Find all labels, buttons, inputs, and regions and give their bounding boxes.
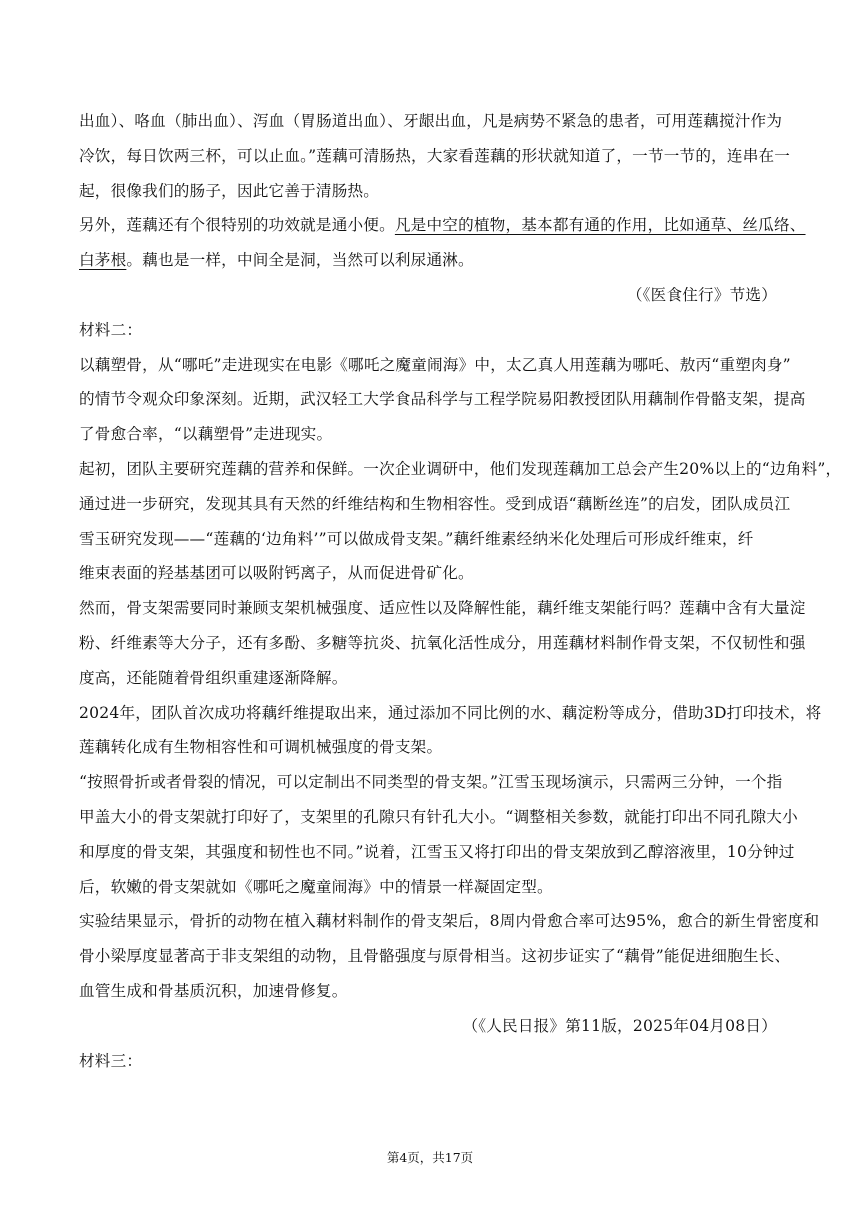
text-line: 粉、纤维素等大分子，还有多酚、多糖等抗炎、抗氧化活性成分，用莲藕材料制作骨支架，不仅韧性和强 bbox=[79, 633, 806, 652]
text-line: 度高，还能随着骨组织重建逐渐降解。 bbox=[79, 668, 348, 687]
text-line: 后，软嫩的骨支架就如《哪吒之魔童闹海》中的情景一样凝固定型。 bbox=[79, 877, 553, 896]
page-footer: 第4页，共17页 bbox=[386, 1150, 474, 1165]
section-heading: 材料二： bbox=[79, 320, 143, 339]
text-line: 以藕塑骨，从“哪吒”走进现实在电影《哪吒之魔童闹海》中，太乙真人用莲藕为哪吒、敖丙“重塑肉身” bbox=[79, 355, 791, 374]
text-line: 血管生成和骨基质沉积，加速骨修复。 bbox=[79, 981, 348, 1000]
text-line: 实验结果显示，骨折的动物在植入藕材料制作的骨支架后，8周内骨愈合率可达95%，愈合的新生骨密度和 bbox=[79, 912, 820, 931]
text-line: 起初，团队主要研究莲藕的营养和保鲜。一次企业调研中，他们发现莲藕加工总会产生20%以上的“边角料”， bbox=[79, 459, 842, 478]
text-line: 了骨愈合率，“以藕塑骨”走进现实。 bbox=[79, 425, 333, 444]
section-heading: 材料三： bbox=[79, 1051, 143, 1070]
article-body bbox=[79, 104, 842, 1078]
source-citation: （《医食住行》节选） bbox=[626, 285, 777, 304]
source-citation: （《人民日报》第11版，2025年04月08日） bbox=[462, 1016, 777, 1035]
text-line: 冷饮，每日饮两三杯，可以止血。”莲藕可清肠热，大家看莲藕的形状就知道了，一节一节的，连串在一 bbox=[79, 146, 791, 165]
text-line: 然而，骨支架需要同时兼顾支架机械强度、适应性以及降解性能，藕纤维支架能行吗？莲藕中含有大量淀 bbox=[79, 599, 806, 618]
text-line: “按照骨折或者骨裂的情况，可以定制出不同类型的骨支架。”江雪玉现场演示，只需两三分钟，一个指 bbox=[79, 773, 783, 792]
text-line: 出血）、咯血（肺出血）、泻血（胃肠道出血）、牙龈出血，凡是病势不紧急的患者，可用莲藕搅汁作为 bbox=[79, 112, 783, 130]
underlined-text: 白茅根 bbox=[79, 251, 127, 270]
underlined-text: 凡是中空的植物，基本都有通的作用，比如通草、丝瓜络、 bbox=[394, 216, 806, 235]
text-line: 和厚度的骨支架，其强度和韧性也不同。”说着，江雪玉又将打印出的骨支架放到乙醇溶液里，10分钟过 bbox=[79, 842, 795, 861]
text-line: 另外，莲藕还有个很特别的功效就是通小便。凡是中空的植物，基本都有通的作用，比如通草、丝瓜络、 bbox=[79, 216, 806, 235]
text-line: 的情节令观众印象深刻。近期，武汉轻工大学食品科学与工程学院易阳教授团队用藕制作骨骼支架，提高 bbox=[79, 390, 806, 409]
text-line: 维束表面的羟基基团可以吸附钙离子，从而促进骨矿化。 bbox=[79, 564, 474, 583]
text-line: 莲藕转化成有生物相容性和可调机械强度的骨支架。 bbox=[79, 738, 443, 757]
text-line: 2024年，团队首次成功将藕纤维提取出来，通过添加不同比例的水、藕淀粉等成分，借助3D打印技术，将 bbox=[79, 703, 822, 722]
text-line: 骨小梁厚度显著高于非支架组的动物，且骨骼强度与原骨相当。这初步证实了“藕骨”能促进细胞生长、 bbox=[79, 947, 791, 966]
text-line: 雪玉研究发现——“莲藕的‘边角料’”可以做成骨支架。”藕纤维素经纳米化处理后可形成纤维束，纤 bbox=[79, 529, 754, 548]
text-line: 通过进一步研究，发现其具有天然的纤维结构和生物相容性。受到成语“藕断丝连”的启发，团队成员江 bbox=[79, 494, 791, 513]
text-line: 甲盖大小的骨支架就打印好了，支架里的孔隙只有针孔大小。“调整相关参数，就能打印出不同孔隙大小 bbox=[79, 807, 798, 826]
text-line: 白茅根。藕也是一样，中间全是洞，当然可以利尿通淋。 bbox=[79, 251, 474, 270]
text-line: 起，很像我们的肠子，因此它善于清肠热。 bbox=[79, 181, 380, 200]
